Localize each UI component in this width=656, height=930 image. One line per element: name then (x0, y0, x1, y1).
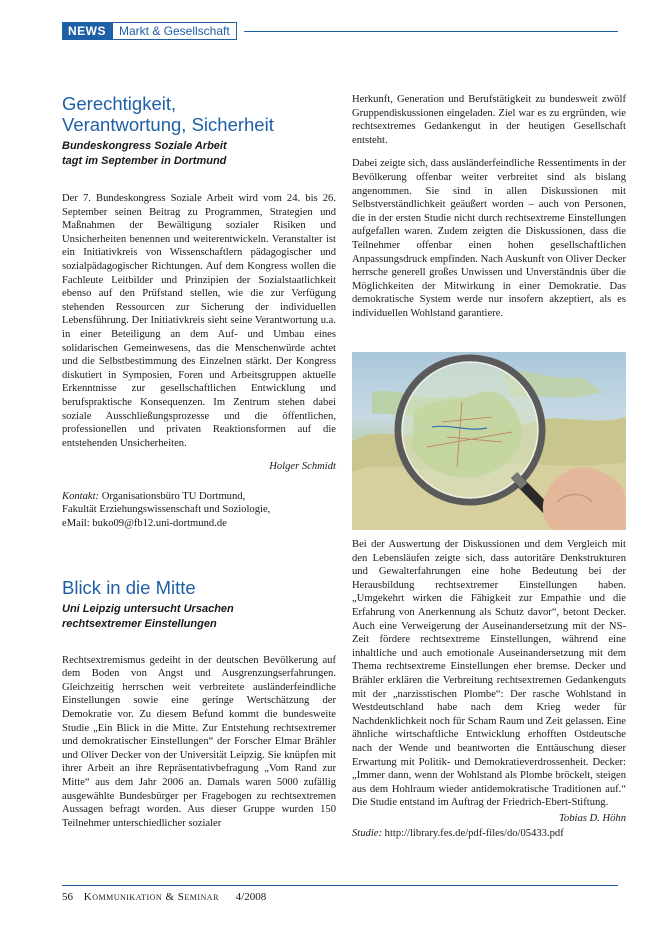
footer-divider (62, 885, 618, 886)
magazine-name: Kommunikation & Seminar (83, 891, 219, 903)
article2-body-right-p3: Bei der Auswertung der Diskussionen und dem Vergleich mit den Lebensläufen zeigte sich, dass autoritäre Denkstrukturen und Gewalterfahrungen eine hohe Bedeutung bei der Herausbildung rechtsextremer Einstellungen haben. „Umgekehrt wirken die Fähigkeit zur Empathie und die Erfahrung von Anerkennung als Schutz davor“, betont Decker. Auch eine Verweigerung der Auseinandersetzung mit der NS-Zeit fördere rechtsextreme Einstellungen, während eine inhaltliche und auch emotionale Auseinandersetzung mit dem Thema rechtsextreme Einstellungen eher bremse. Decker und Brähler erklären die Verbreitung rechtsextremen Gedankenguts mit der „narzisstischen Plombe“: Der rasche Wohlstand in Westdeutschland habe nach dem Krieg weder für Nachdenklichkeit noch für Scham Raum und Zeit gelassen. Eine ähnliche wirtschaftliche Entwicklung erhofften Ostdeutsche nach der Wende und beantworten die Enttäuschung dieser Erwartung mit Politik- und Demokratieverdrossenheit. Decker: „Immer dann, wenn der Wohlstand als Plombe bröckelt, steigen aus dem Hohlraum wieder antidemokratische Traditionen auf.“ Die Studie entstand im Auftrag der Friedrich-Ebert-Stiftung. (352, 539, 626, 809)
page-footer (62, 891, 266, 903)
article2-title: Blick in die Mitte (62, 576, 196, 598)
article2-author: Tobias D. Höhn (558, 812, 626, 824)
left-column (62, 93, 336, 840)
magnifier-icon (352, 352, 626, 530)
article1-author: Holger Schmidt (269, 461, 336, 473)
news-tag: NEWS (62, 22, 112, 40)
page-number: 56 (62, 891, 73, 903)
study-label: Studie: (352, 828, 383, 840)
article2-body-left: Rechtsextremismus gedeiht in der deutschen Bevölkerung auf dem Boden von Angst und Ausgrenzungserfahrungen. Gleichzeitig herrschen weit verbreitete ausländerfeindliche Einstellungen sowie eine geringe Wertschätzung der Demokratie vor. Zu diesem Befund kommt die bundesweite Studie „Ein Blick in die Mitte. Zur Entstehung rechtsextremer und demokratischer Einstellungen“ der Forscher Elmar Brähler und Oliver Decker von der Universität Leipzig. Sie knüpfen mit ihrer Arbeit an ihre Repräsentativbefragung „Vom Rand zur Mitte“ aus dem Jahr 2006 an. Damals waren 5000 zufällig ausgewählte Bundesbürger per Fragebogen zu rechtsextremen Aussagen befragt worden. Aus dieser Gruppe wurden 150 Teilnehmer unterschiedlicher sozialer (62, 654, 336, 829)
right-column-top (352, 93, 626, 331)
magnifier-over-map-photo (352, 352, 626, 530)
section-label: Markt & Gesellschaft (112, 22, 237, 40)
issue-number: 4/2008 (235, 891, 267, 903)
article2-study (352, 827, 626, 841)
article2-body-right-p2: Dabei zeigte sich, dass ausländerfeindliche Ressentiments in der Bevölkerung offenbar weiter verbreitet sind als bislang angenommen. Sie sind in allen Diskussionen mit Selbstverständlichkeit geäußert worden – auch von Personen, die in der ersten Studie nicht durch rechtsextreme Einstellungen aufgefallen waren. Zudem zeigten die Diskussionen, dass die Teilnehmer offenbar einen hohen gesellschaftlichen Anpassungsdruck empfinden. Nach Auskunft von Oliver Decker herrsche generell großes Unwissen und Unverständnis über die Möglichkeiten der Mitwirkung in einer Demokratie. Das demokratische System werde nur insofern akzeptiert, als es individuellen Wohlstand garantiere. (352, 158, 626, 319)
study-link: http://library.fes.de/pdf-files/do/05433.pdf (382, 828, 564, 840)
article1-contact: Kontakt: Organisationsbüro TU Dortmund, Fakultät Erziehungswissenschaft und Soziologie, eMail: buko09@fb12.uni-dortmund.de (62, 490, 271, 530)
article1-body: Der 7. Bundeskongress Soziale Arbeit wird vom 24. bis 26. September seinen Beitrag zu Programmen, Strategien und Maßnahmen der Bewältigung sozialer Risiken und Unsicherheiten benennen und weiterentwickeln. Veranstalter ist ein Initiativkreis von Wissenschaftlern pädagogischer und sozialpädagogischer Richtungen. Auf dem Kongress wollen die Fachleute Leitbilder und Prinzipien der Sozialstaatlichkeit ebenso auf den Prüfstand stellen, wie die zur Verfügung stehenden Ressourcen zur Sicherung der individuellen Lebensführung. Der Initiativkreis sieht seine Verantwortung u.a. in einer Beteiligung an dem Auf- und Umbau eines solidarischen Gemeinwesens, das die Menschenwürde achtet und die Selbstbestimmung des Einzelnen stärkt. Der Kongress diskutiert in Symposien, Foren und Arbeitsgruppen aktuelle Erkenntnisse zur gesellschaftlichen Entwicklung und berufspraktische Konsequenzen. Im Zentrum stehen dabei soziale Ausschließungsprozesse und die öffentlichen, professionellen und privaten Reaktionsformen auf die entstehenden Unsicherheiten. (62, 193, 336, 449)
header-divider (244, 31, 618, 32)
contact-label: Kontakt: (62, 490, 100, 502)
contact-email: eMail: buko09@fb12.uni-dortmund.de (62, 518, 227, 530)
article1-subtitle: Bundeskongress Soziale Arbeit tagt im September in Dortmund (62, 140, 227, 167)
article2-subtitle: Uni Leipzig untersucht Ursachen rechtsextremer Einstellungen (62, 602, 234, 630)
article1-title: Gerechtigkeit, Verantwortung, Sicherheit (62, 93, 274, 135)
article2-body-right-p1: Herkunft, Generation und Berufstätigkeit zu bundesweit zwölf Gruppendiskussionen eingeladen. Ziel war es zu ergründen, wie rechtsextremes Gedankengut in der heutigen Gesellschaft entsteht. (352, 94, 626, 146)
right-column-bottom (352, 538, 626, 851)
section-header (62, 22, 237, 40)
